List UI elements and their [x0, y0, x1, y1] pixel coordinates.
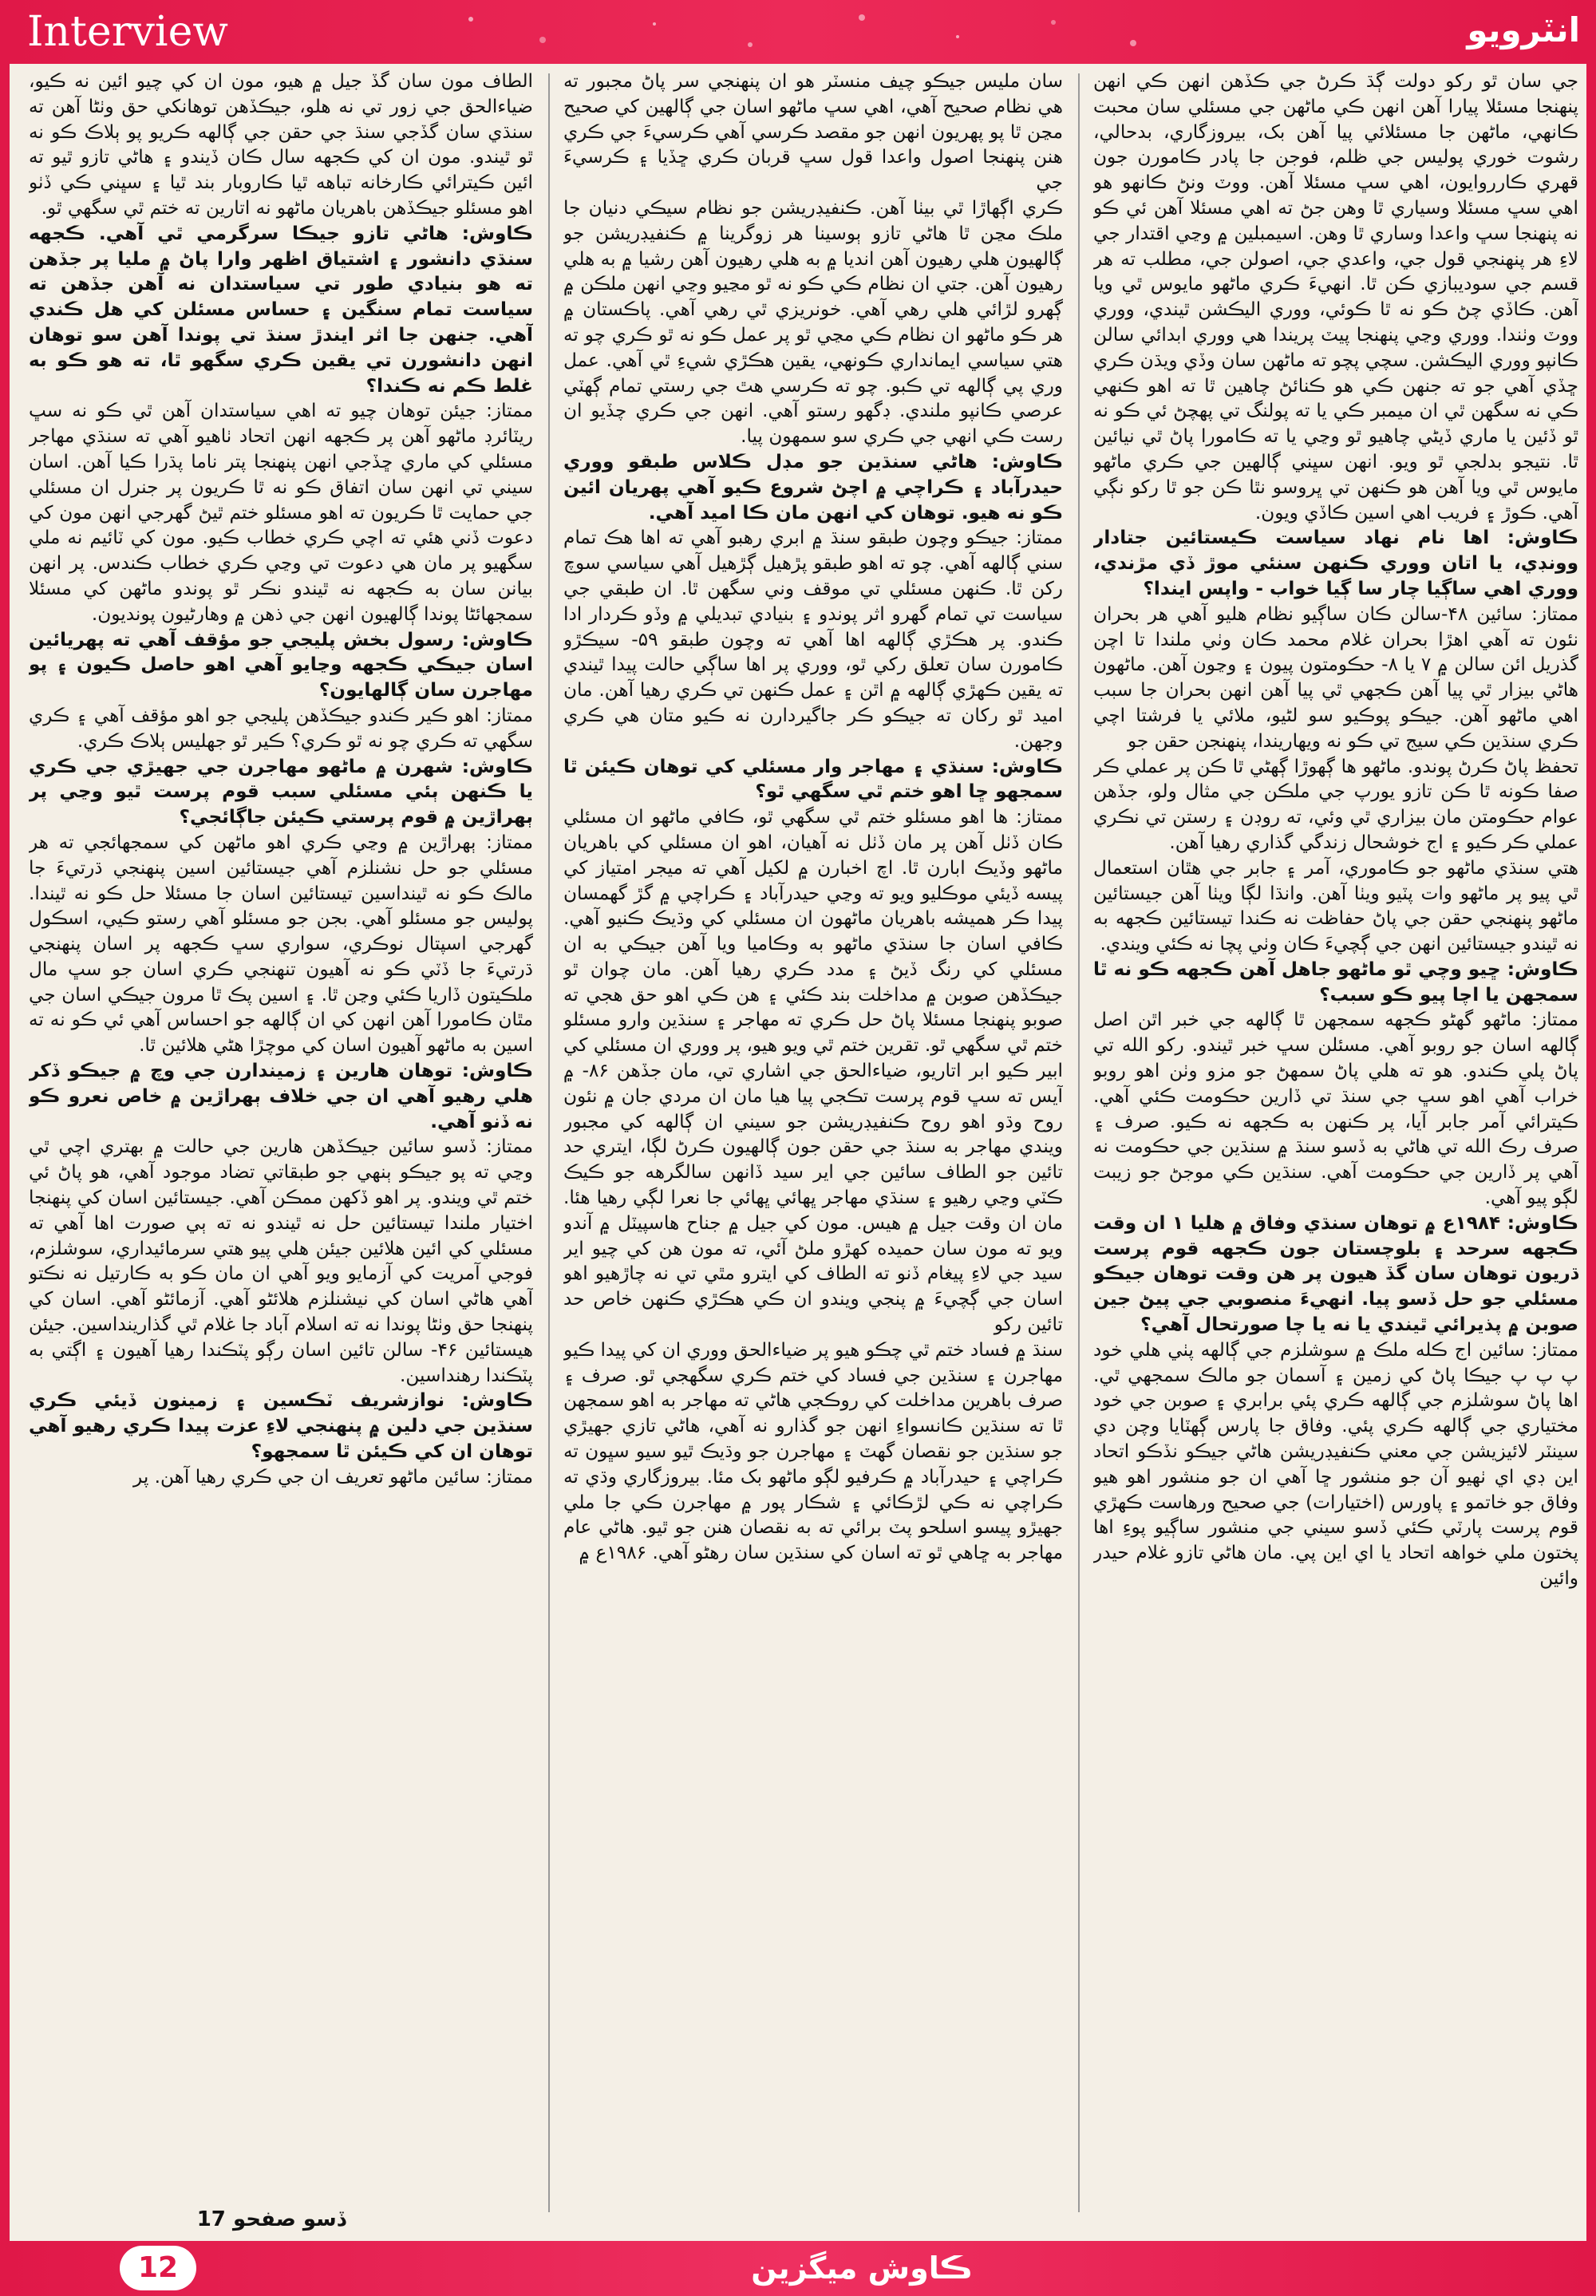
- section-title-english: Interview: [27, 8, 228, 56]
- interview-paragraph: ممتاز: جيئن توهان چيو ته اهي سياستدان آهن ٿي ڪو نه سڀ ريٽائرڊ ماڻهو آهن پر ڪجهه انهن اتحاد ٺاهيو آهي ته سنڌي مهاجر مسئلي کي ماري ڇڏجي انهن پنهنجا پتر ناما پڌرا ڪيا آهن. اسان سيني تي انهن سان اتفاق ڪو نه ٿا ڪريون پر جنرل ان مسئلي جي حمايت ٿا ڪريون ته اهو مسئلو ختم ٿيڻ گهرجي انهن مون کي دعوت ڏني هئي ته اچي ڪري خطاب ڪيو. مون کي ٽائيم نه ملي سگهيو پر مان هي دعوت تي وڃي ڪري خطاب ڪندس. پر انهن بيانن سان به ڪجهه نه ٿيندو نڪر ٿو پوندو ماڻهن کي مسئلا سمجهائڻا پوندا ڳالهيون انهن جي ذهن ۾ وهارڻيون پونديون.: [29, 400, 533, 625]
- column-divider: [1078, 73, 1080, 2212]
- interview-question: ڪاوش: ۱۹۸۴ع ۾ توهان سنڌي وفاق ۾ هليا ۱ ان وقت ڪجهه سرحد ۽ بلوچستان جون ڪجهه قوم پرست ڌريون توهان سان گڏ هيون پر هن وقت توهان جيڪو مسئلي جو حل ڏسو پيا. انهيءَ منصوبي جي پيڻ جين صوبن ۾ پذيرائي ٿيندي يا نه يا چا صورتحال آهي؟: [1093, 1211, 1578, 1336]
- interview-question: ڪاوش: نوازشريف ٽڪسين ۽ زمينون ڏيئي ڪري سنڌين جي دلين ۾ پنهنجي لاءِ عزت پيدا ڪري رهيو آهي توهان ان کي ڪيئن ٿا سمجهو؟: [29, 1389, 533, 1463]
- interview-question: ڪاوش: هاڻي سنڌين جو مڊل ڪلاس طبقو ووري حيدرآباد ۽ ڪراچي ۾ اچڻ شروع ڪيو آهي پهريان ائين ڪو نه هيو. توهان کي انهن مان ڪا اميد آهي.: [563, 450, 1063, 524]
- continued-label: ڏسو صفحو: [232, 2207, 346, 2231]
- page-number-badge: 12: [120, 2246, 196, 2290]
- section-title-sindhi: انٽرويو: [1467, 10, 1580, 49]
- article-column-right: [1093, 69, 1578, 2214]
- interview-paragraph: ممتاز: سائين ماڻهو تعريف ان جي ڪري رهيا آهن. پر: [133, 1465, 533, 1488]
- interview-question: ڪاوش: اها نام نهاد سياست ڪيستائين جتادار وونڊي، يا اتان ووري ڪنهن سنئي موڙ ڏي مڙندي، ووري اهي ساڳيا چار سا ڳيا خواب - واپس ايندا؟: [1093, 527, 1578, 599]
- interview-paragraph: ممتاز: ها اهو مسئلو ختم ٿي سگهي ٿو، ڪافي ماڻهو ان مسئلي ڪان ڏٺل آهن پر مان ڏٺل نه آهيان، اهو ان مسئلي کي باهريان ماڻهو وڏيڪ ابارن ٿا. اچ اخبارن ۾ لکيل آهي ته ميجر امتياز کي پيسه ڏيئي موڪليو ويو ته وڃي حيدرآباد ۽ ڪراچي ۾ گڙ گهمسان پيدا ڪر هميشه باهريان ماڻهون ان مسئلي کي وڌيڪ ڪنيو آهي. ڪافي اسان جا سنڌي ماڻهو به وڪاميا ويا آهن جيڪي به ان مسئلي کي رنگ ڏيڻ ۽ مدد ڪري رهيا آهن. مان چوان ٿو جيڪڏهن صوبن ۾ مداخلت بند ڪئي ۽ هن ڪي اهو حق هجي ته صوبو پنهنجا مسئلا پاڻ حل ڪري ته مهاجر ۽ سنڌين وارو مسئلو ختم ٿي سگهي ٿو. تقرين ختم ٿي ويو هيو، پر ووري ان مسئلي کي ابير ڪيو ابر اتاريو، ضياءالحق جي اشاري تي، مان جڏهن ۸۶- ۾ آيس ته سڀ قوم پرست تڪجي پيا هيا مان ان مردي جان ۾ نئون روح وڌو اهو روح ڪنفيڊريشن جو سيني ان ڳالهه کي مجبور ويندي مهاجر به سنڌ جي حقن جون ڳالهيون ڪرڻ لڳا، ايتري حد تائين جو الطاف سائين جي اير سيد ڏانهن سالگرهه جو ڪيڪ ڪٽي وڃي رهيو ۽ سنڌي مهاجر ڀهائي ڀهائي جا نعرا لڳي رهيا هئا. مان ان وقت جيل ۾ هيس. مون کي جيل ۾ جناح هاسپيٽل ۾ آندو ويو ته مون سان حميده کهڙو ملڻ آئي، ته مون هن کي چيو اير سيد جي لاءِ پيغام ڏنو ته الطاف کي ايترو مٿي تي نه چاڙهيو اهو اسان جي ڳچيءَ ۾ پنجي ويندو ان ڪي هڪڙي ڪنهن خاص حد تائين رکو: [563, 806, 1063, 1336]
- header-dots-decoration: [447, 8, 1165, 56]
- interview-paragraph: تحفظ پاڻ ڪرڻ پوندو. ماڻهو ها ڳهوڙا ڳهڻي ٿا ڪن پر عملي ڪر صفا ڪونه ٿا ڪن تازو يورپ جي ملڪن جي مثال ولو، جڏهن عوام حڪومتن مان بيزاري ٿي وئي، ته روڊن ۽ رستن تي نڪري عملي ڪر ڪيو ۽ اج خوشحال زندگي گذاري رهيا آهن.: [1093, 755, 1578, 853]
- interview-paragraph: ممتاز: سائين اج ڪله ملڪ ۾ سوشلزم جي ڳالهه پٺي هلي خود پ پ پ جيڪا پاڻ کي زمين ۽ آسمان جو مالڪ سمجهي ٿي. اها پاڻ سوشلزم جي ڳالهه ڪري پئي برابري ۽ صوبن جي خود مختياري جي ڳالهه ڪري پئي. وفاق جا پارس ڳهٽايا وچن دي سينٽر لائيزيشن جي معني ڪنفيڊريشن هاڻي جيڪو نڏڪو اتحاد اين ڊي اي ٺهيو آن جو منشور ڇا آهي ان جو منشور اهو هيو وفاق جو خاتمو ۽ پاورس (اختيارات) جي صحيح ورهاست ڪهڙي قوم پرست پارٽي ڪئي ڏسو سيني جي منشور ساڳيو پوءِ اها پختون ملي خواهه اتحاد يا اي اين پي. مان هاڻي تازو غلام حيدر وائين: [1093, 1338, 1578, 1590]
- continued-on-page: [128, 2207, 415, 2239]
- interview-paragraph: ممتاز: اهو ڪير ڪندو جيڪڏهن پليجي جو اهو مؤقف آهي ۽ ڪري سگهي ته ڪري چو نه ٿو ڪري؟ ڪير ٿو جهليس ٻلاڪ ڪري.: [29, 704, 533, 752]
- interview-paragraph: ممتاز: سائين ۴۸-سالن ڪان ساڳيو نظام هليو آهي هر بحران نئون ته آهي اهڙا بحران غلام محمد ڪان وٺي ملندا تا اچن گذريل ائن سالن ۾ ۷ يا ۸- حڪومتون پيون ۽ وڃون آهن. ماڻهون هاڻي بيزار ٿي پيا آهن ڪجهي ٿي پيا آهن انهن بحران جا سبب اهي ماڻهو آهن. جيڪو پوڪيو سو لڻيو، ملائي يا فرشتا اچي ڪري سنڌين ڪي سيج تي ڪو نه ويهاريندا، پنهنجن حقن جو: [1093, 603, 1578, 752]
- interview-question: ڪاوش: سنڌي ۽ مهاجر وار مسئلي کي توهان ڪيئن ٿا سمجهو ڇا اهو ختم ٿي سگهي ٿو؟: [563, 755, 1063, 803]
- page-header: [0, 0, 1596, 64]
- interview-paragraph: ڪري اڳهاڙا ٿي بيٺا آهن. ڪنفيڊريشن جو نظام سيڪي دنيان جا ملڪ مڃن ٿا هاڻي تازو ٻوسينا هر زوگرينا ۾ ڪنفيڊريشن جو ڳالهيون هلي رهيون آهن انديا ۾ به هلي رهيون آهن رشيا ۾ به هلي رهيون آهن. جتي ان نظام ڪي ڪو نه ٿو مڃيو وڃي انهن ملڪن ۾ ڳهرو لڙائي هلي رهي آهي. خونريزي ٿي رهي آهي. پاڪستان ۾ هر ڪو ماڻهو ان نظام ڪي مڃي ٿو پر عمل ڪو نه ٿو ڪري چو ته هتي سياسي ايمانداري ڪونهي، يقين هڪڙي شيءِ ٿي آهي. عمل وري پي ڳالهه تي ڪبو. چو ته ڪرسي هٿ جي رستي تمام ڳهٽي عرصي ڪانپو ملندي. ڊگهو رستو آهي. انهن جي ڪري چڏيو ان رست ڪي انهي جي ڪري سو سمهون پيا.: [563, 196, 1063, 448]
- continued-page-number: 17: [196, 2207, 226, 2231]
- interview-paragraph: سنڌ ۾ فساد ختم ٿي چڪو هيو پر ضياءالحق ووري ان کي پيدا ڪيو مهاجرن ۽ سنڌين جي فساد کي ختم ڪري سگهجي ٿو. صرف ۽ صرف باهرين مداخلت کي روڪجي هاڻي ته مهاجر به اهو سمجهن ٿا ته سنڌين ڪانسواءِ انهن جو گذارو نه آهي، هاڻي تازي جهيڙي جو سنڌين جو نقصان گهٽ ۽ مهاجرن جو وڌيڪ ٿيو سيو سڀون ته ڪراچي ۽ حيدرآباد ۾ ڪرفيو لڳو ماڻهو بک مئا. بيروزگاري وڌي ته ڪراچي نه ڪي لڙڪائي ۽ شڪار پور ۾ مهاجرن ڪي جا ملي جهيڙو پيسو اسلحو پٽ برائي ته به نقصان هنن جو ٿيو. هاڻي عام مهاجر به ڇاهي ٿو ته اسان کي سنڌين سان رهڻو آهي. ۱۹۸۶ع ۾: [563, 1338, 1063, 1564]
- interview-question: ڪاوش: ڇيو وچي ٿو ماڻهو جاهل آهن ڪجهه ڪو نه ٿا سمجهن يا اچا پيو ڪو سبب؟: [1093, 958, 1578, 1006]
- interview-question: ڪاوش: توهان هارين ۽ زميندارن جي وچ ۾ جيڪو ڏکر هلي رهيو آهي ان جي خلاف ٻهراڙين ۾ خاص نعرو ڪو نه ڏنو آهي.: [29, 1060, 533, 1132]
- interview-question: ڪاوش: رسول بخش پليجي جو مؤقف آهي ته پهريائين اسان جيڪي ڪجهه وڃايو آهي اهو حاصل ڪيون ۽ پو مهاجرن سان ڳالهايون؟: [29, 628, 533, 701]
- page-frame-left: [0, 64, 10, 2296]
- interview-paragraph: ممتاز: ماڻهو گهڻو ڪجهه سمجهن ٿا ڳالهه جي خبر اٿن اصل ڳالهه اسان جو روبو آهي. مسئلن سڀ خبر ٿيندو. رکو الله تي پاڻ پلي ڪندو. هو ته هلي پاڻ سمهڻ جو مزو وٺن اهو روبو خراب آهي اهو سڀ جي سنڌ تي ڏارين حڪومت ڪئي آهي. ڪيترائي آمر جابر آيا، پر ڪنهن به ڪجهه نه ڪيو. صرف ۽ صرف رڪ الله تي هاڻي به ڏسو سنڌ ۾ سنڌين جي حڪومت نه آهي پر ڏارين جي حڪومت آهي. سنڌين ڪي موجڻ جو زيبت لڳو پيو آهي.: [1093, 1009, 1578, 1209]
- interview-paragraph: هتي سنڌي ماڻهو جو ڪاموري، آمر ۽ جابر جي هٿان استعمال ٿي پيو پر ماڻهو وات پٽيو ويٺا آهن. وانڌا لڳا ويٺا آهن جيستائين ماڻهو پنهنجي حقن جي پاڻ حفاظت نه ڪندا تيستائين ڪجهه به نه ٿيندو جيستائين انهن جي ڳچيءَ ڪان وٺي پچا نه ڪئي ويندي.: [1093, 856, 1578, 955]
- interview-question: ڪاوش: هاڻي تازو جيڪا سرگرمي ٿي آهي. ڪجهه سنڌي دانشور ۽ اشتياق اظهر وارا پاڻ ۾ مليا پر جڏهن ته هو بنيادي طور تي سياستدان نه آهن جڏهن ته سياست تمام سنگين ۽ حساس مسئلن کي هل ڪندي آهي. جنهن جا اثر ايندڙ سنڌ تي پوندا آهن سو توهان انهن دانشورن تي يقين ڪري سگهو ٿا، ته هو ڪو به غلط ڪم نه ڪندا؟: [29, 222, 533, 397]
- interview-paragraph: سان مليس جيڪو چيف منسٽر هو ان پنهنجي سر پاڻ مجبور ته هي نظام صحيح آهي، اهي سڀ ماڻهو اسان جي ڳالهين کي صحيح مڃن ٿا پو پهريون انهن جو مقصد ڪرسي آهي ڪرسيءَ جي ڪري هنن پنهنجا اصول واعدا قول سڀ قربان ڪري ڇڏيا ۽ ڪرسيءَ جي: [563, 70, 1063, 194]
- article-column-left: [29, 69, 533, 2214]
- interview-paragraph: ممتاز: ٻهراڙين ۾ وڃي ڪري اهو ماڻهن کي سمجهائجي ته هر مسئلي جو حل نشنلزم آهي جيستائين اسين پنهنجي ڌرتيءَ جا مالڪ ڪو نه ٿينداسين تيستائين اسان جا مسئلا حل ڪو نه ٿيندا. پوليس جو مسئلو آهي. بجن جو مسئلو آهي رستو ڪيي، اسڪول گهرجي اسپتال نوڪري، سواري سڀ ڪجهه پر اسان پنهنجي ڌرتيءَ جا ڏٽي ڪو نه آهيون تنهنجي ڪري اسان جو سڀ مال ملڪيتون ڏاريا ڪئي وڃن ٿا. ۽ اسين پڪ ٿا مرون جيڪي اسان جي مٿان ڪامورا آهن انهن کي ان ڳالهه جو احساس آهي ئي ڪو نه ته اسين به ماڻهو آهيون اسان کي موچڙا هڻي هلائين ٿا.: [29, 831, 533, 1057]
- interview-paragraph: ممتاز: جيڪو وچون طبقو سنڌ ۾ ابري رهبو آهي ته اها هڪ تمام سني ڳالهه آهي. چو ته اهو طبقو پڙهيل ڳڙهيل آهي سياسي سوچ رکن ٿا. ڪنهن مسئلي تي موقف وني سگهن ٿا. ان طبقي جي سياست تي تمام گهرو اثر پوندو ۽ بنيادي تبديلي ۾ وڏو ڪردار ادا ڪندو. پر هڪڙي ڳالهه اها آهي ته وچون طبقو ۵۹- سيڪڙو ڪامورن سان تعلق رکي ٿو، ووري پر اها ساڳي حالت پيدا ٿيندي ته يقين ڪهڙي ڳالهه ۾ اٿن ۽ عمل ڪنهن تي ڪري رهيا آهن. مان اميد ٿو رکان ته جيڪو ڪر جاگيردارن نه ڪيو متان هي ڪري وجهن.: [563, 527, 1063, 752]
- interview-paragraph: ممتاز: ڏسو سائين جيڪڏهن هارين جي حالت ۾ بهتري اچي ٿي وڃي ته پو جيڪو ٻنهي جو طبقاتي تضاد موجود آهي، هو پاڻ ئي ختم ٿي ويندو. پر اهو ڏکهن ممڪن آهي. جيستائين اسان کي پنهنجا اختيار ملندا تيستائين حل نه ٿيندو نه ته ٻي صورت اها آهي ته مسئلي کي ائين هلائين جيئن هلي پيو هتي سرمائيداري، سوشلزم، فوجي آمريت کي آزمايو ويو آهي ان مان ڪو به ڪارتيل نه نڪتو آهي هاڻي اسان کي نيشنلزم هلائڻو آهي. آزمائڻو آهي. اسان کي پنهنجا حق وٺڻا پوندا نه ته اسلام آباد جا غلام ٿي گذارينداسين. جيئن هيستائين ۴۶- سالن تائين اسان رڳو پٽڪندا رهيا آهيون ۽ اڳتي به پٽڪندا رهنداسين.: [29, 1136, 533, 1386]
- page-frame-right: [1586, 64, 1596, 2296]
- interview-paragraph: الطاف مون سان گڏ جيل ۾ هيو، مون ان کي چيو ائين نه ڪيو، ضياءالحق جي زور تي نه هلو، جيڪڏهن توهانکي حق وٺڻا آهن ته سنڌي سان گڏجي سنڌ جي حقن جي ڳالهه ڪريو پو ٻلاڪ ڪو نه ٿو ٿيندو. مون ان کي ڪجهه سال ڪان ڏيندو ۽ هاڻي تازو ٿيو ته ائين ڪيترائي ڪارخانه تباهه ٿيا ڪاروبار بند ٿيا ۽ سڀني ڪي ڏٺو اهو مسئلو جيڪڏهن باهريان ماڻهو نه اتارين ته ختم ٿي سگهي ٿو.: [29, 70, 533, 219]
- interview-question: ڪاوش: شهرن ۾ ماڻهو مهاجرن جي جهيڙي جي ڪري يا ڪنهن ٻئي مسئلي سبب قوم پرست ٿيو وڃي پر ٻهراڙين ۾ قوم پرستي ڪيئن جاڳائجي؟: [29, 755, 533, 828]
- column-divider: [548, 73, 550, 2212]
- magazine-name: ڪاوش ميگزين: [751, 2251, 973, 2286]
- article-column-middle: [563, 69, 1063, 2214]
- interview-paragraph: جي سان ٿو رکو دولت ڳڌ ڪرڻ جي ڪڏهن انهن ڪي انهن پنهنجا مسئلا پيارا آهن انهن ڪي ماڻهن جي مسئلي سان محبت ڪانهي، ماڻهن جا مسئلائي پيا آهن بک، بيروزگاري، بدحالي، رشوت خوري پوليس جي ظلم، فوجن جا پادر ڪامورن جون قهري ڪارروايون، اهي سڀ مسئلا آهن. ووٽ ونڻ ڪانهو هو اهي سڀ مسئلا وسياري ٿا وهن جڻ ته اهي مسئلا آهن ئي ڪو نه پنهنجا سڀ واعدا وساري ٿا وهن. اسيمبلين ۾ وڃي اقتدار جي لاءِ هر پنهنجي قول جي، واعدي جي، اصولن جي، مطلب ته هر قسم جي سوديبازي ڪن ٿا. انهيءَ ڪري ماڻهو مايوس ٿي ويا آهن. ڪاڏي چڻ ڪو نه ٿا ڪوئي، ووري اليڪشن ٿيندي، ووري ووٽ وٺندا. ووري وڃي پنهنجا پيٽ پريندا هي ووري ابدائي سالن ڪانپو ووري اليڪشن. سچي پچو ته ماڻهن سان وڏي ويڌن ڪري ڇڏي آهي جو ته جنهن ڪي هو ڪنائڻ چاهين ٿا ته اهو ڪنهي ڪي نه سگهن ٿي ان ميمبر ڪي يا ته پولنگ تي پهچڻ ئي ڪو نه ٿو ڏئين يا ماري ڏيڻي چاهيو ٿو وڃي يا ته ڪامورا پاڻ ٿي نيائين ٿا. نتيجو بدلجي ٿو ويو. انهن سڀني ڳالهين جي ڪري ماڻهو مايوس ٿي ويا آهن هو ڪنهن تي ڀروسو نٿا ڪن جو ٿا رکو نڳي آهي. ڪوڙ ۽ فريب اهي اسين ڪاڏي ويون.: [1093, 70, 1578, 524]
- page-footer: [0, 2241, 1596, 2296]
